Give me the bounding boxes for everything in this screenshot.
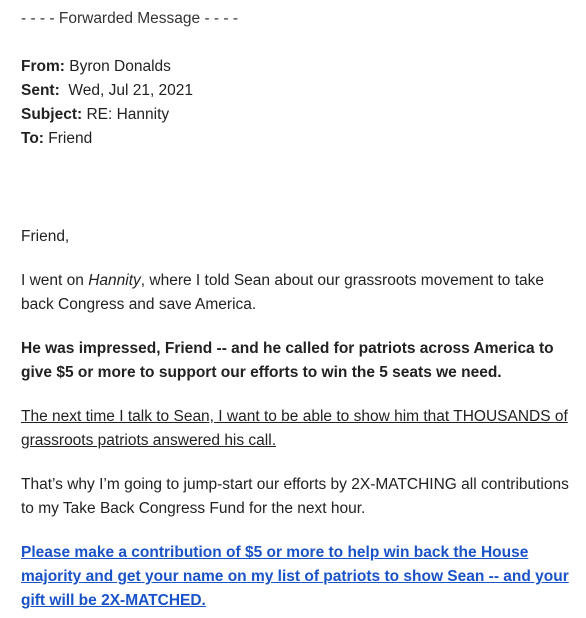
subject-label: Subject:	[21, 106, 83, 123]
from-label: From:	[21, 58, 65, 75]
paragraph-impressed: He was impressed, Friend -- and he called for patriots across America to give $5 or more to support our efforts to win the 5 seats we need.	[21, 340, 554, 381]
paragraph-hannity	[21, 269, 581, 317]
paragraph-next-time: The next time I talk to Sean, I want to be able to show him that THOUSANDS of grassroots patriots answered his call.	[21, 408, 568, 449]
to-label: To:	[21, 130, 44, 147]
paragraph-matching: That’s why I’m going to jump-start our efforts by 2X-MATCHING all contributions to my Take Back Congress Fund for the next hour.	[21, 476, 569, 517]
subject-value: RE: Hannity	[86, 106, 170, 123]
contribution-link[interactable]: Please make a contribution of $5 or more to help win back the House majority and get your name on my list of patriots to show Sean -- and your gift will be 2X-MATCHED.	[21, 544, 569, 609]
sent-value: Wed, Jul 21, 2021	[68, 82, 194, 99]
show-name: Hannity	[88, 272, 141, 289]
email-headers	[21, 55, 586, 151]
from-value: Byron Donalds	[69, 58, 171, 75]
from-line	[21, 55, 586, 79]
paragraph-hannity-before: I went on	[21, 272, 89, 289]
greeting: Friend,	[21, 228, 70, 245]
to-value: Friend	[48, 130, 93, 147]
subject-line	[21, 103, 586, 127]
sent-label: Sent:	[21, 82, 60, 99]
forwarded-message-header: - - - - Forwarded Message - - - -	[21, 10, 239, 27]
sent-line	[21, 79, 586, 103]
to-line	[21, 127, 586, 151]
paragraph-hannity-after: , where I told Sean about our grassroots movement to take back Congress and save America.	[21, 272, 545, 313]
